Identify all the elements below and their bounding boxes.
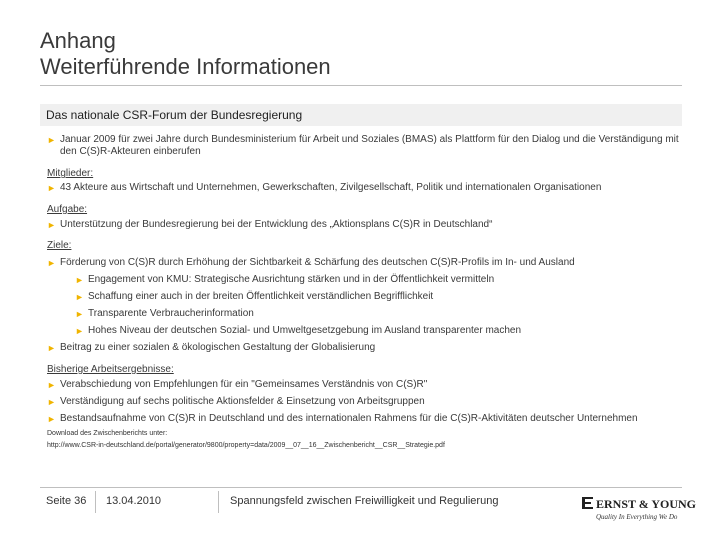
- page-number: Seite 36: [46, 495, 87, 507]
- bullet-arrow-icon: ►: [47, 258, 56, 268]
- footer-separator: [218, 491, 219, 513]
- bullet-arrow-icon: ►: [75, 326, 84, 336]
- bullet-arrow-icon: ►: [47, 183, 56, 193]
- task-heading: Aufgabe:: [47, 204, 88, 215]
- bullet-arrow-icon: ►: [47, 135, 56, 145]
- bullet-arrow-icon: ►: [47, 397, 56, 407]
- page-subtitle: Weiterführende Informationen: [40, 54, 331, 79]
- bullet-item: ► Verabschiedung von Empfehlungen für ein "Gemeinsames Verständnis von C(S)R": [47, 379, 428, 390]
- footer-separator: [95, 491, 96, 513]
- bullet-arrow-icon: ►: [47, 343, 56, 353]
- page-title: Anhang: [40, 28, 116, 53]
- members-heading: Mitglieder:: [47, 168, 94, 179]
- bullet-arrow-icon: ►: [75, 292, 84, 302]
- bullet-arrow-icon: ►: [75, 309, 84, 319]
- sub-bullet-item: ► Transparente Verbraucherinformation: [75, 308, 254, 319]
- footer-subtitle: Spannungsfeld zwischen Freiwilligkeit und Regulierung: [230, 495, 499, 507]
- bullet-item: ► Bestandsaufnahme von C(S)R in Deutschland und des internationalen Rahmens für die C(S)R-Aktivitäten deutscher Unternehmen: [47, 413, 638, 424]
- bullet-item: ► Unterstützung der Bundesregierung bei der Entwicklung des „Aktionsplans C(S)R in Deutschland“: [47, 219, 493, 230]
- footer-divider: [40, 487, 682, 488]
- sub-bullet-item: ► Schaffung einer auch in der breiten Öffentlichkeit verständlichen Begrifflichkeit: [75, 291, 434, 302]
- goals-heading: Ziele:: [47, 240, 72, 251]
- logo-mark-icon: [582, 496, 594, 510]
- sub-bullet-item: ► Hohes Niveau der deutschen Sozial- und Umweltgesetzgebung im Ausland transparenter machen: [75, 325, 522, 336]
- content-body: [47, 134, 687, 451]
- logo-tagline: Quality In Everything We Do: [596, 513, 678, 521]
- bullet-item: ► Förderung von C(S)R durch Erhöhung der Sichtbarkeit & Schärfung des deutschen C(S)R-Profils im In- und Ausland: [47, 257, 575, 268]
- logo-wordmark: ERNST & YOUNG: [596, 497, 697, 511]
- company-logo: [582, 496, 697, 526]
- bullet-arrow-icon: ►: [47, 220, 56, 230]
- bullet-item: ► Verständigung auf sechs politische Aktionsfelder & Einsetzung von Arbeitsgruppen: [47, 396, 425, 407]
- bullet-arrow-icon: ►: [75, 275, 84, 285]
- bullet-arrow-icon: ►: [47, 380, 56, 390]
- title-block: [40, 28, 331, 80]
- bullet-item: ► 43 Akteure aus Wirtschaft und Unternehmen, Gewerkschaften, Zivilgesellschaft, Politik und internationalen Organisationen: [47, 182, 602, 193]
- bullet-item: ► Beitrag zu einer sozialen & ökologischen Gestaltung der Globalisierung: [47, 342, 376, 353]
- bullet-arrow-icon: ►: [47, 414, 56, 424]
- footer-date: 13.04.2010: [106, 495, 162, 507]
- title-divider: [40, 85, 682, 86]
- download-link[interactable]: http://www.CSR-in-deutschland.de/portal/generator/9800/property=data/2009__07__16__Zwischenbericht__CSR__Strategie.pdf: [47, 442, 445, 449]
- bullet-item: ► Januar 2009 für zwei Jahre durch Bundesministerium für Arbeit und Soziales (BMAS) als Plattform für den Dialog und die Verständigung mit den C(S)R-Akteuren einberufen: [47, 134, 679, 157]
- download-label: Download des Zwischenberichts unter:: [47, 430, 168, 437]
- sub-bullet-item: ► Engagement von KMU: Strategische Ausrichtung stärken und in der Öffentlichkeit vermitteln: [75, 274, 495, 285]
- section-header: Das nationale CSR-Forum der Bundesregierung: [40, 104, 682, 126]
- results-heading: Bisherige Arbeitsergebnisse:: [47, 364, 174, 375]
